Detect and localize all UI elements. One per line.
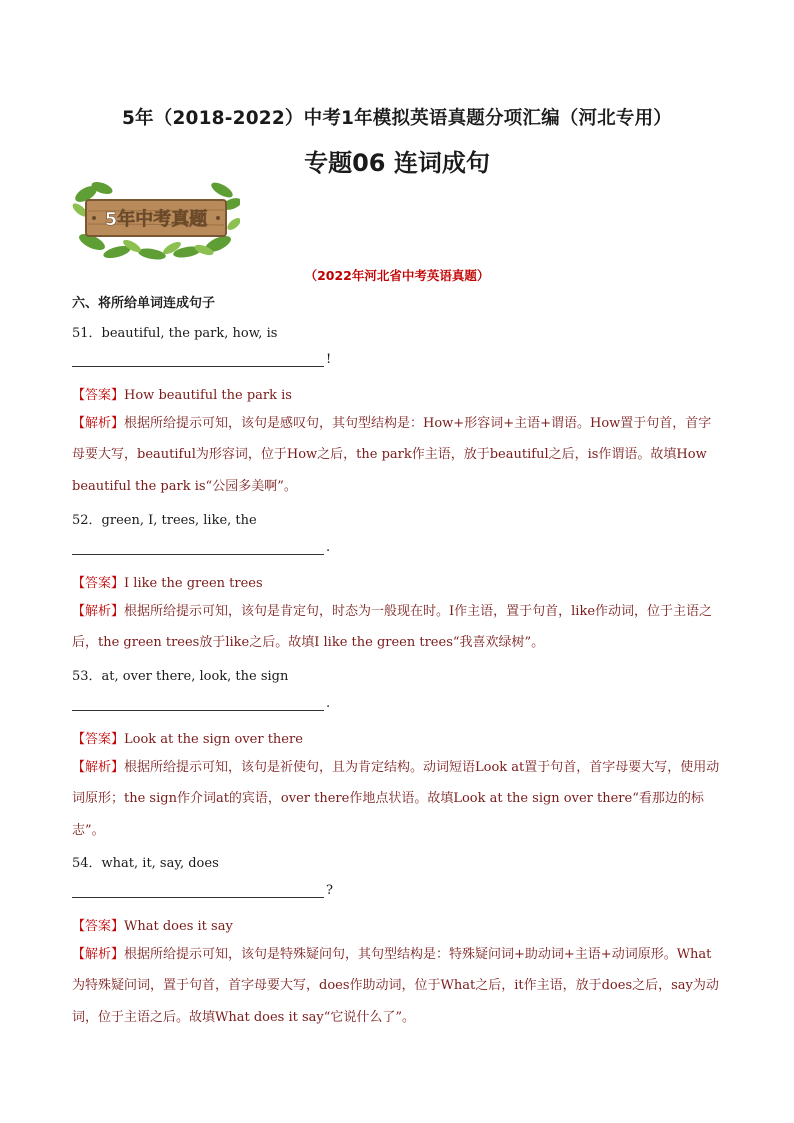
answer-text: How beautiful the park is [124,388,292,403]
analysis-text: 根据所给提示可知，该句是感叹句，其句型结构是：How+形容词+主语+谓语。How置于句首，首字母要大写，beautiful为形容词，位于How之后，the park作主语，放于beautiful之后，is作谓语。故填How beautiful the park is“公园多美啊”。 [72,416,712,494]
analysis-text: 根据所给提示可知，该句是肯定句，时态为一般现在时。I作主语，置于句首，like作动词，位于主语之后，the green trees放于like之后。故填I like the green trees“我喜欢绿树”。 [72,604,713,651]
section-badge [72,180,240,262]
answer-line [72,915,233,934]
answer-line [72,728,303,747]
answer-text: I like the green trees [124,576,263,591]
question-prompt: 53．at, over there, look, the sign [72,669,289,684]
badge-text: 5年中考真题 [104,209,208,230]
question-prompt: 52．green, I, trees, like, the [72,513,257,528]
answer-label: 【答案】 [72,388,125,403]
analysis-label: 【解析】 [72,416,125,431]
answer-text: Look at the sign over there [124,732,303,747]
analysis-block [72,408,722,502]
answer-blank [72,366,324,367]
answer-label: 【答案】 [72,919,125,934]
end-mark: . [326,696,331,711]
end-mark: ! [326,352,332,367]
answer-text: What does it say [124,919,233,934]
badge-leaves-icon [72,180,240,262]
answer-label: 【答案】 [72,576,125,591]
answer-blank [72,897,324,898]
analysis-label: 【解析】 [72,947,125,962]
page-subtitle: 专题06 连词成句 [304,149,490,177]
analysis-label: 【解析】 [72,760,125,775]
question-prompt: 51．beautiful, the park, how, is [72,326,278,341]
answer-line [72,572,263,591]
section-heading: 六、将所给单词连成句子 [72,296,216,311]
analysis-text: 根据所给提示可知，该句是特殊疑问句，其句型结构是：特殊疑问词+助动词+主语+动词原形。What为特殊疑问词，置于句首，首字母要大写，does作助动词，位于What之后，it作主语，放于does之后，say为动词，位于主语之后。故填What does it say“它说什么了”。 [72,947,719,1025]
analysis-block [72,596,722,659]
question-prompt: 54．what, it, say, does [72,856,219,871]
answer-label: 【答案】 [72,732,125,747]
answer-line [72,384,292,403]
analysis-block [72,752,722,846]
answer-blank [72,554,324,555]
end-mark: . [326,540,331,555]
analysis-block [72,939,722,1033]
exam-source: （2022年河北省中考英语真题） [304,268,490,283]
analysis-label: 【解析】 [72,604,125,619]
analysis-text: 根据所给提示可知，该句是祈使句，且为肯定结构。动词短语Look at置于句首，首字母要大写，使用动词原形；the sign作介词at的宾语，over there作地点状语。故填Look at the sign over there“看那边的标志”。 [72,760,720,838]
page-title: 5年（2018-2022）中考1年模拟英语真题分项汇编（河北专用） [121,108,672,129]
answer-blank [72,710,324,711]
end-mark: ? [326,883,333,898]
